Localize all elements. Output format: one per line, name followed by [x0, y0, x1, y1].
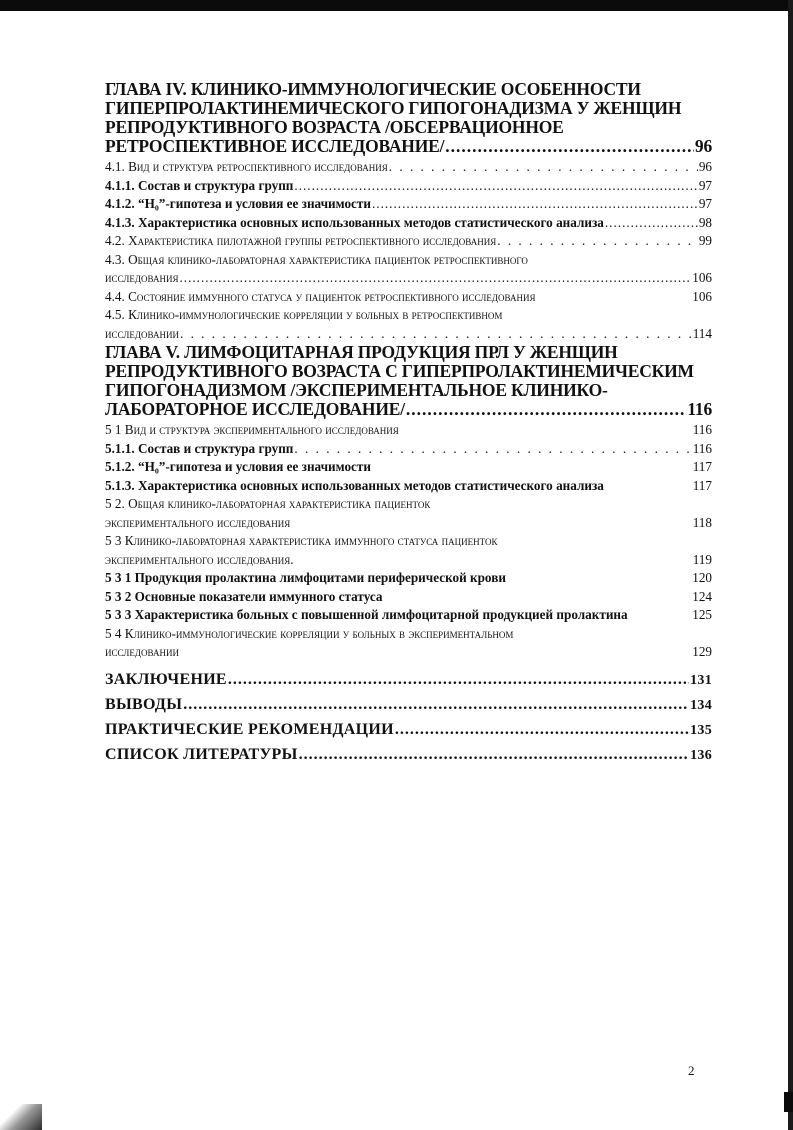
toc-page-number: 120: [692, 570, 712, 585]
page-number: 2: [688, 1063, 695, 1078]
toc-section-title: 4.1. Вид и структура ретроспективного исследования: [105, 159, 388, 174]
toc-section-title-end: исследования: [105, 270, 179, 285]
toc-page-number: 106: [692, 270, 712, 285]
toc-page-number: 96: [698, 159, 712, 174]
toc-section-4-4[interactable]: [105, 288, 712, 307]
toc-chapter-title-end: ЛАБОРАТОРНОЕ ИССЛЕДОВАНИЕ/: [105, 399, 405, 419]
toc-section-title: 4.1.2. “H₀”-гипотеза и условия ее значимости: [105, 196, 371, 211]
dot-leader: [180, 325, 692, 344]
toc-page-number: 118: [692, 514, 712, 530]
toc-chapter-4[interactable]: [105, 80, 712, 156]
toc-page-number: 97: [698, 196, 712, 211]
toc-page-number: 117: [692, 477, 712, 493]
toc-section-title-end: экспериментального исследования.: [105, 551, 294, 567]
dot-leader: [179, 269, 691, 288]
toc-page-number: 114: [692, 325, 712, 341]
toc-section-title: 4.1.1. Состав и структура групп: [105, 177, 294, 193]
toc-page-number: 98: [698, 214, 712, 230]
toc-end-title: СПИСОК ЛИТЕРАТУРЫ: [105, 745, 298, 763]
toc-section-title: 4.5. Клинико-иммунологические корреляции у больных в ретроспективном: [105, 307, 503, 322]
toc-page-number: 106: [692, 288, 712, 304]
toc-page-number: 136: [690, 747, 712, 763]
toc-section-title: 4.2. Характеристика пилотажной группы ретроспективного исследования: [105, 233, 497, 248]
toc-section-title: 5.1.3. Характеристика основных использованных методов статистического анализа: [105, 477, 604, 493]
dot-leader: [605, 214, 698, 233]
toc-page-number: 119: [692, 551, 712, 567]
toc-references[interactable]: [105, 743, 712, 768]
dot-leader: [294, 177, 697, 196]
toc-section-5-2[interactable]: [105, 495, 712, 532]
toc-page-number: 125: [692, 607, 712, 622]
toc-section-title: 5 3 3 Характеристика больных с повышенной лимфоцитарной продукцией пролактина: [105, 607, 628, 622]
toc-page-number: 117: [692, 459, 712, 474]
toc-section-4-5[interactable]: [105, 306, 712, 343]
toc-findings[interactable]: [105, 693, 712, 718]
toc-page-number: 96: [694, 136, 712, 156]
toc-end-title: ПРАКТИЧЕСКИЕ РЕКОМЕНДАЦИИ: [105, 720, 394, 738]
toc-chapter-line: ГИПОГОНАДИЗМОМ /ЭКСПЕРИМЕНТАЛЬНОЕ КЛИНИКО-: [105, 380, 608, 400]
scan-shadow-corner: [0, 1104, 42, 1130]
dot-leader: [183, 693, 689, 717]
scan-border-right: [788, 0, 793, 1130]
toc-chapter-line: ГИПЕРПРОЛАКТИНЕМИЧЕСКОГО ГИПОГОНАДИЗМА У ЖЕНЩИН: [105, 98, 682, 118]
dot-leader: [395, 718, 689, 742]
toc-section-5-3-2[interactable]: [105, 588, 712, 607]
scan-border-top: [0, 0, 793, 11]
toc-section-5-3-1[interactable]: [105, 569, 712, 588]
toc-section-5-4[interactable]: [105, 625, 712, 662]
toc-section-title: 5.1.1. Состав и структура групп: [105, 440, 294, 456]
toc-page-number: 134: [690, 697, 712, 713]
toc-page-number: 99: [698, 233, 712, 248]
dot-leader: [389, 158, 698, 177]
dot-leader: [372, 195, 698, 214]
toc-section-title: 5 3 2 Основные показатели иммунного статуса: [105, 588, 383, 604]
dot-leader: [228, 668, 689, 692]
toc-page-number: 116: [687, 399, 712, 419]
toc-end-title: ВЫВОДЫ: [105, 695, 183, 713]
toc-section-4-1-3[interactable]: [105, 214, 712, 233]
toc-section-4-3[interactable]: [105, 251, 712, 288]
toc-chapter-line: ГЛАВА IV. КЛИНИКО-ИММУНОЛОГИЧЕСКИЕ ОСОБЕННОСТИ: [105, 79, 641, 99]
dot-leader: [294, 440, 691, 459]
toc-section-title: 4.3. Общая клинико-лабораторная характеристика пациенток ретроспективного: [105, 251, 528, 267]
dot-leader: [299, 743, 689, 767]
toc-section-title: 5 3 1 Продукция пролактина лимфоцитами периферической крови: [105, 570, 506, 585]
toc-section-4-1-1[interactable]: [105, 177, 712, 196]
toc-section-5-3[interactable]: [105, 532, 712, 569]
table-of-contents: [105, 80, 712, 768]
toc-end-title: ЗАКЛЮЧЕНИЕ: [105, 670, 227, 688]
toc-section-title: 5 4 Клинико-иммунологические корреляции у больных в экспериментальном: [105, 625, 514, 641]
toc-section-title: 4.4. Состояние иммунного статуса у пациенток ретроспективного исследования: [105, 288, 536, 304]
toc-section-5-1-1[interactable]: [105, 440, 712, 459]
toc-section-title: 5 1 Вид и структура экспериментального исследования: [105, 422, 399, 437]
toc-chapter-line: РЕПРОДУКТИВНОГО ВОЗРАСТА /ОБСЕРВАЦИОННОЕ: [105, 117, 564, 137]
toc-chapter-5[interactable]: [105, 343, 712, 419]
toc-chapter-title-end: РЕТРОСПЕКТИВНОЕ ИССЛЕДОВАНИЕ/: [105, 136, 445, 156]
toc-section-5-1-3[interactable]: [105, 477, 712, 496]
toc-page-number: 116: [692, 422, 712, 437]
toc-section-title-end: исследовании: [105, 644, 179, 659]
toc-page-number: 135: [690, 722, 712, 738]
toc-section-title: 5 2. Общая клинико-лабораторная характеристика пациенток: [105, 496, 431, 511]
scan-blot-right: [784, 1092, 793, 1112]
toc-page-number: 131: [690, 672, 712, 688]
toc-page-number: 124: [692, 588, 712, 604]
dot-leader: [497, 232, 698, 251]
toc-section-4-2[interactable]: [105, 232, 712, 251]
toc-section-title: 5 3 Клинико-лабораторная характеристика иммунного статуса пациенток: [105, 533, 498, 548]
toc-section-5-3-3[interactable]: [105, 606, 712, 625]
toc-section-title-end: исследовании: [105, 325, 179, 341]
toc-page-number: 116: [692, 440, 712, 456]
toc-section-5-1-2[interactable]: [105, 458, 712, 477]
toc-section-title-end: экспериментального исследования: [105, 514, 291, 530]
toc-recommendations[interactable]: [105, 718, 712, 743]
toc-chapter-line: ГЛАВА V. ЛИМФОЦИТАРНАЯ ПРОДУКЦИЯ ПРЛ У ЖЕНЩИН: [105, 342, 618, 362]
toc-chapter-line: РЕПРОДУКТИВНОГО ВОЗРАСТА С ГИПЕРПРОЛАКТИНЕМИЧЕСКИМ: [105, 361, 694, 381]
toc-section-title: 5.1.2. “H₀”-гипотеза и условия ее значимости: [105, 459, 371, 474]
toc-section-title: 4.1.3. Характеристика основных использованных методов статистического анализа: [105, 214, 604, 230]
toc-section-4-1-2[interactable]: [105, 195, 712, 214]
toc-section-4-1[interactable]: [105, 158, 712, 177]
toc-page-number: 129: [692, 644, 712, 659]
toc-page-number: 97: [698, 177, 712, 193]
toc-conclusion[interactable]: [105, 668, 712, 693]
toc-section-5-1[interactable]: [105, 421, 712, 440]
dot-leader: [445, 137, 694, 156]
dot-leader: [406, 400, 686, 419]
